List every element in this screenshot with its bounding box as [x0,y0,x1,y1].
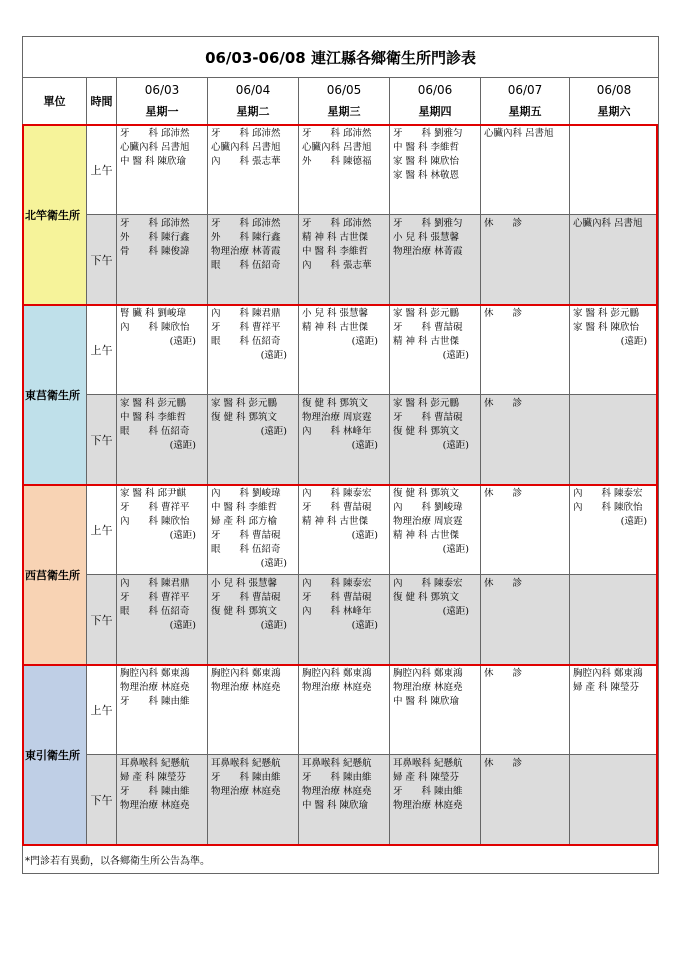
day-date: 06/06 [417,83,453,97]
closed-label: 休 診 [484,488,523,499]
doctor-entry: 家 醫 科 林敬恩 [393,170,460,181]
doctor-entry: 胸腔內科 鄭東鴻 [120,668,190,679]
doctor-entry: 外 科 陳行鑫 [120,232,190,243]
schedule-cell [390,305,481,395]
doctor-entry: 牙 科 曹喆硯 [211,530,281,541]
doctor-entry: 內 科 張志華 [211,156,281,167]
doctor-entry: 復 健 科 鄧筑文 [393,488,460,499]
schedule-cell [481,395,570,485]
unit-name: 東引衛生所 [23,665,87,845]
doctor-entry: 家 醫 科 彭元鵬 [211,398,278,409]
doctor-entry: 牙 科 邱沛然 [120,218,190,229]
session-row [23,665,659,755]
doctor-entry: 耳鼻喉科 紀懸航 [120,758,190,769]
remote-tag: (遠距) [260,426,287,437]
doctor-entry: 心臟內科 呂書旭 [573,218,643,229]
schedule-cell [299,395,390,485]
doctor-entry: 牙 科 曹喆硯 [393,412,463,423]
day-header [570,78,659,125]
doctor-entry: 眼 科 伍紹奇 [120,606,190,617]
schedule-cell [390,215,481,305]
doctor-entry: 內 科 陳欣怡 [120,516,190,527]
closed-label: 休 診 [484,308,523,319]
doctor-entry: 牙 科 陳由維 [211,772,281,783]
doctor-entry: 牙 科 邱沛然 [211,218,281,229]
schedule-cell [481,755,570,845]
schedule-cell [208,125,299,215]
day-header [117,78,208,125]
session-label: 下午 [87,755,117,845]
schedule-cell [208,215,299,305]
schedule-cell [481,305,570,395]
session-row [23,305,659,395]
remote-tag: (遠距) [442,440,469,451]
doctor-entry: 牙 科 陳由維 [120,696,190,707]
schedule-cell [390,485,481,575]
unit-name: 東莒衛生所 [23,305,87,485]
remote-tag: (遠距) [351,440,378,451]
doctor-entry: 牙 科 劉雅匀 [393,128,463,139]
doctor-entry: 眼 科 伍紹奇 [211,260,281,271]
doctor-entry: 物理治療 林庭堯 [302,786,372,797]
unit-name: 西莒衛生所 [23,485,87,665]
schedule-cell [481,125,570,215]
schedule-cell [299,485,390,575]
doctor-entry: 內 科 陳欣怡 [573,502,643,513]
doctor-entry: 內 科 陳欣怡 [120,322,190,333]
doctor-entry: 家 醫 科 陳欣怡 [393,156,460,167]
schedule-cell [117,665,208,755]
doctor-entry: 婦 產 科 陳瑩芬 [120,772,187,783]
doctor-entry: 心臟內科 呂書旭 [302,142,372,153]
schedule-cell [390,575,481,665]
doctor-entry: 家 醫 科 彭元鵬 [393,398,460,409]
schedule-cell [570,305,659,395]
session-label: 上午 [87,125,117,215]
schedule-cell [117,305,208,395]
schedule-cell [299,125,390,215]
doctor-entry: 物理治療 林庭堯 [211,682,281,693]
remote-tag: (遠距) [620,336,648,347]
schedule-cell [390,395,481,485]
doctor-entry: 精 神 科 古世傑 [302,232,369,243]
schedule-cell [299,575,390,665]
remote-tag: (遠距) [260,558,287,569]
remote-tag: (遠距) [169,440,196,451]
remote-tag: (遠距) [260,350,287,361]
schedule-cell [390,665,481,755]
doctor-entry: 婦 產 科 陳瑩芬 [393,772,460,783]
doctor-entry: 牙 科 邱沛然 [211,128,281,139]
doctor-entry: 家 醫 科 彭元鵬 [573,308,640,319]
doctor-entry: 腎 臟 科 劉峻瑋 [120,308,187,319]
doctor-entry: 心臟內科 呂書旭 [484,128,554,139]
doctor-entry: 胸腔內科 鄭東鴻 [211,668,281,679]
doctor-entry: 牙 科 曹喆硯 [211,592,281,603]
day-date: 06/07 [507,83,543,97]
remote-tag: (遠距) [351,530,378,541]
doctor-entry: 物理治療 林庭堯 [302,682,372,693]
day-weekday: 星期六 [597,105,631,118]
session-label: 上午 [87,665,117,755]
doctor-entry: 中 醫 科 陳欣瑜 [302,800,369,811]
day-date: 06/05 [326,83,362,97]
session-label: 上午 [87,305,117,395]
doctor-entry: 物理治療 林庭堯 [393,682,463,693]
schedule-cell [570,485,659,575]
day-weekday: 星期一 [145,105,179,118]
schedule-cell [117,485,208,575]
doctor-entry: 內 科 陳君鼎 [211,308,281,319]
schedule-cell [481,485,570,575]
session-row [23,755,659,845]
doctor-entry: 牙 科 陳由維 [393,786,463,797]
doctor-entry: 心臟內科 呂書旭 [211,142,281,153]
remote-tag: (遠距) [442,350,469,361]
session-row [23,215,659,305]
day-date: 06/08 [596,83,632,97]
footnote: *門診若有異動，以各鄉衛生所公告為準。 [23,845,659,874]
doctor-entry: 耳鼻喉科 紀懸航 [211,758,281,769]
schedule-cell [299,305,390,395]
doctor-entry: 內 科 張志華 [302,260,372,271]
day-header [390,78,481,125]
doctor-entry: 家 醫 科 彭元鵬 [393,308,460,319]
closed-label: 休 診 [484,668,523,679]
unit-name: 北竿衛生所 [23,125,87,305]
closed-label: 休 診 [484,398,523,409]
doctor-entry: 內 科 陳泰宏 [573,488,643,499]
closed-label: 休 診 [484,758,523,769]
doctor-entry: 牙 科 曹喆硯 [302,502,372,513]
remote-tag: (遠距) [260,620,287,631]
doctor-entry: 中 醫 科 李維哲 [120,412,187,423]
schedule-cell [481,215,570,305]
doctor-entry: 內 科 林峰年 [302,606,372,617]
doctor-entry: 婦 產 科 陳瑩芬 [573,682,640,693]
doctor-entry: 中 醫 科 李維哲 [302,246,369,257]
doctor-entry: 內 科 劉峻瑋 [211,488,281,499]
doctor-entry: 外 科 陳行鑫 [211,232,281,243]
doctor-entry: 牙 科 曹喆硯 [393,322,463,333]
session-label: 下午 [87,575,117,665]
doctor-entry: 內 科 陳君鼎 [120,578,190,589]
doctor-entry: 耳鼻喉科 紀懸航 [302,758,372,769]
doctor-entry: 精 神 科 古世傑 [302,322,369,333]
doctor-entry: 牙 科 曹喆硯 [302,592,372,603]
doctor-entry: 眼 科 伍紹奇 [211,336,281,347]
day-header [299,78,390,125]
doctor-entry: 精 神 科 古世傑 [302,516,369,527]
schedule-cell [299,215,390,305]
doctor-entry: 內 科 陳泰宏 [302,578,372,589]
schedule-cell [117,215,208,305]
day-header [208,78,299,125]
doctor-entry: 牙 科 陳由維 [302,772,372,783]
doctor-entry: 牙 科 劉雅匀 [393,218,463,229]
schedule-cell [117,575,208,665]
schedule-cell [570,755,659,845]
schedule-cell [570,215,659,305]
time-column-header: 時間 [87,78,117,125]
doctor-entry: 復 健 科 鄧筑文 [211,606,278,617]
closed-label: 休 診 [484,218,523,229]
doctor-entry: 物理治療 周宸霆 [393,516,463,527]
schedule-cell [299,665,390,755]
day-date: 06/04 [235,83,271,97]
doctor-entry: 小 兒 科 張慧馨 [393,232,460,243]
remote-tag: (遠距) [442,606,469,617]
doctor-entry: 小 兒 科 張慧馨 [211,578,278,589]
doctor-entry: 復 健 科 鄧筑文 [302,398,369,409]
schedule-cell [117,395,208,485]
session-label: 下午 [87,395,117,485]
doctor-entry: 小 兒 科 張慧馨 [302,308,369,319]
schedule-cell [208,395,299,485]
schedule-cell [208,575,299,665]
schedule-cell [481,665,570,755]
doctor-entry: 物理治療 周宸霆 [302,412,372,423]
day-weekday: 星期五 [508,105,542,118]
doctor-entry: 骨 科 陳俊諱 [120,246,190,257]
doctor-entry: 物理治療 林庭堯 [120,682,190,693]
unit-column-header: 單位 [23,78,87,125]
doctor-entry: 耳鼻喉科 紀懸航 [393,758,463,769]
doctor-entry: 物理治療 林菁霞 [211,246,281,257]
schedule-title: 06/03-06/08 連江縣各鄉衛生所門診表 [23,37,659,78]
schedule-cell [208,755,299,845]
doctor-entry: 物理治療 林菁霞 [393,246,463,257]
doctor-entry: 胸腔內科 鄭東鴻 [573,668,643,679]
session-row [23,485,659,575]
doctor-entry: 內 科 林峰年 [302,426,372,437]
day-weekday: 星期二 [236,105,270,118]
schedule-cell [117,125,208,215]
schedule-cell [208,485,299,575]
session-row [23,125,659,215]
session-row [23,395,659,485]
clinic-schedule-table [22,36,659,874]
remote-tag: (遠距) [351,620,378,631]
doctor-entry: 家 醫 科 邱尹麒 [120,488,187,499]
doctor-entry: 牙 科 邱沛然 [302,128,372,139]
doctor-entry: 內 科 陳泰宏 [393,578,463,589]
doctor-entry: 心臟內科 呂書旭 [120,142,190,153]
schedule-cell [390,125,481,215]
schedule-cell [208,665,299,755]
session-label: 上午 [87,485,117,575]
doctor-entry: 中 醫 科 陳欣瑜 [120,156,187,167]
doctor-entry: 物理治療 林庭堯 [211,786,281,797]
schedule-cell [117,755,208,845]
remote-tag: (遠距) [169,336,196,347]
doctor-entry: 內 科 陳泰宏 [302,488,372,499]
day-date: 06/03 [144,83,180,97]
doctor-entry: 胸腔內科 鄭東鴻 [302,668,372,679]
schedule-cell [570,395,659,485]
doctor-entry: 精 神 科 古世傑 [393,530,460,541]
remote-tag: (遠距) [442,544,469,555]
doctor-entry: 牙 科 邱沛然 [302,218,372,229]
doctor-entry: 復 健 科 鄧筑文 [393,426,460,437]
schedule-cell [390,755,481,845]
doctor-entry: 物理治療 林庭堯 [393,800,463,811]
doctor-entry: 復 健 科 鄧筑文 [393,592,460,603]
doctor-entry: 牙 科 曹祥平 [211,322,281,333]
doctor-entry: 牙 科 曹祥平 [120,502,190,513]
doctor-entry: 家 醫 科 彭元鵬 [120,398,187,409]
day-header [481,78,570,125]
schedule-cell [299,755,390,845]
doctor-entry: 外 科 陳德福 [302,156,372,167]
doctor-entry: 復 健 科 鄧筑文 [211,412,278,423]
session-label: 下午 [87,215,117,305]
remote-tag: (遠距) [169,530,196,541]
day-weekday: 星期四 [418,105,452,118]
doctor-entry: 胸腔內科 鄭東鴻 [393,668,463,679]
schedule-cell [570,125,659,215]
doctor-entry: 精 神 科 古世傑 [393,336,460,347]
doctor-entry: 眼 科 伍紹奇 [120,426,190,437]
remote-tag: (遠距) [169,620,196,631]
closed-label: 休 診 [484,578,523,589]
remote-tag: (遠距) [351,336,378,347]
doctor-entry: 牙 科 陳由維 [120,786,190,797]
doctor-entry: 家 醫 科 陳欣怡 [573,322,640,333]
remote-tag: (遠距) [620,516,648,527]
doctor-entry: 中 醫 科 李維哲 [211,502,278,513]
schedule-cell [570,575,659,665]
schedule-cell [208,305,299,395]
day-weekday: 星期三 [327,105,361,118]
doctor-entry: 中 醫 科 李維哲 [393,142,460,153]
doctor-entry: 物理治療 林庭堯 [120,800,190,811]
doctor-entry: 牙 科 邱沛然 [120,128,190,139]
doctor-entry: 眼 科 伍紹奇 [211,544,281,555]
doctor-entry: 牙 科 曹祥平 [120,592,190,603]
schedule-cell [481,575,570,665]
doctor-entry: 婦 產 科 邱方榆 [211,516,278,527]
doctor-entry: 內 科 劉峻瑋 [393,502,463,513]
schedule-cell [570,665,659,755]
session-row [23,575,659,665]
doctor-entry: 中 醫 科 陳欣瑜 [393,696,460,707]
